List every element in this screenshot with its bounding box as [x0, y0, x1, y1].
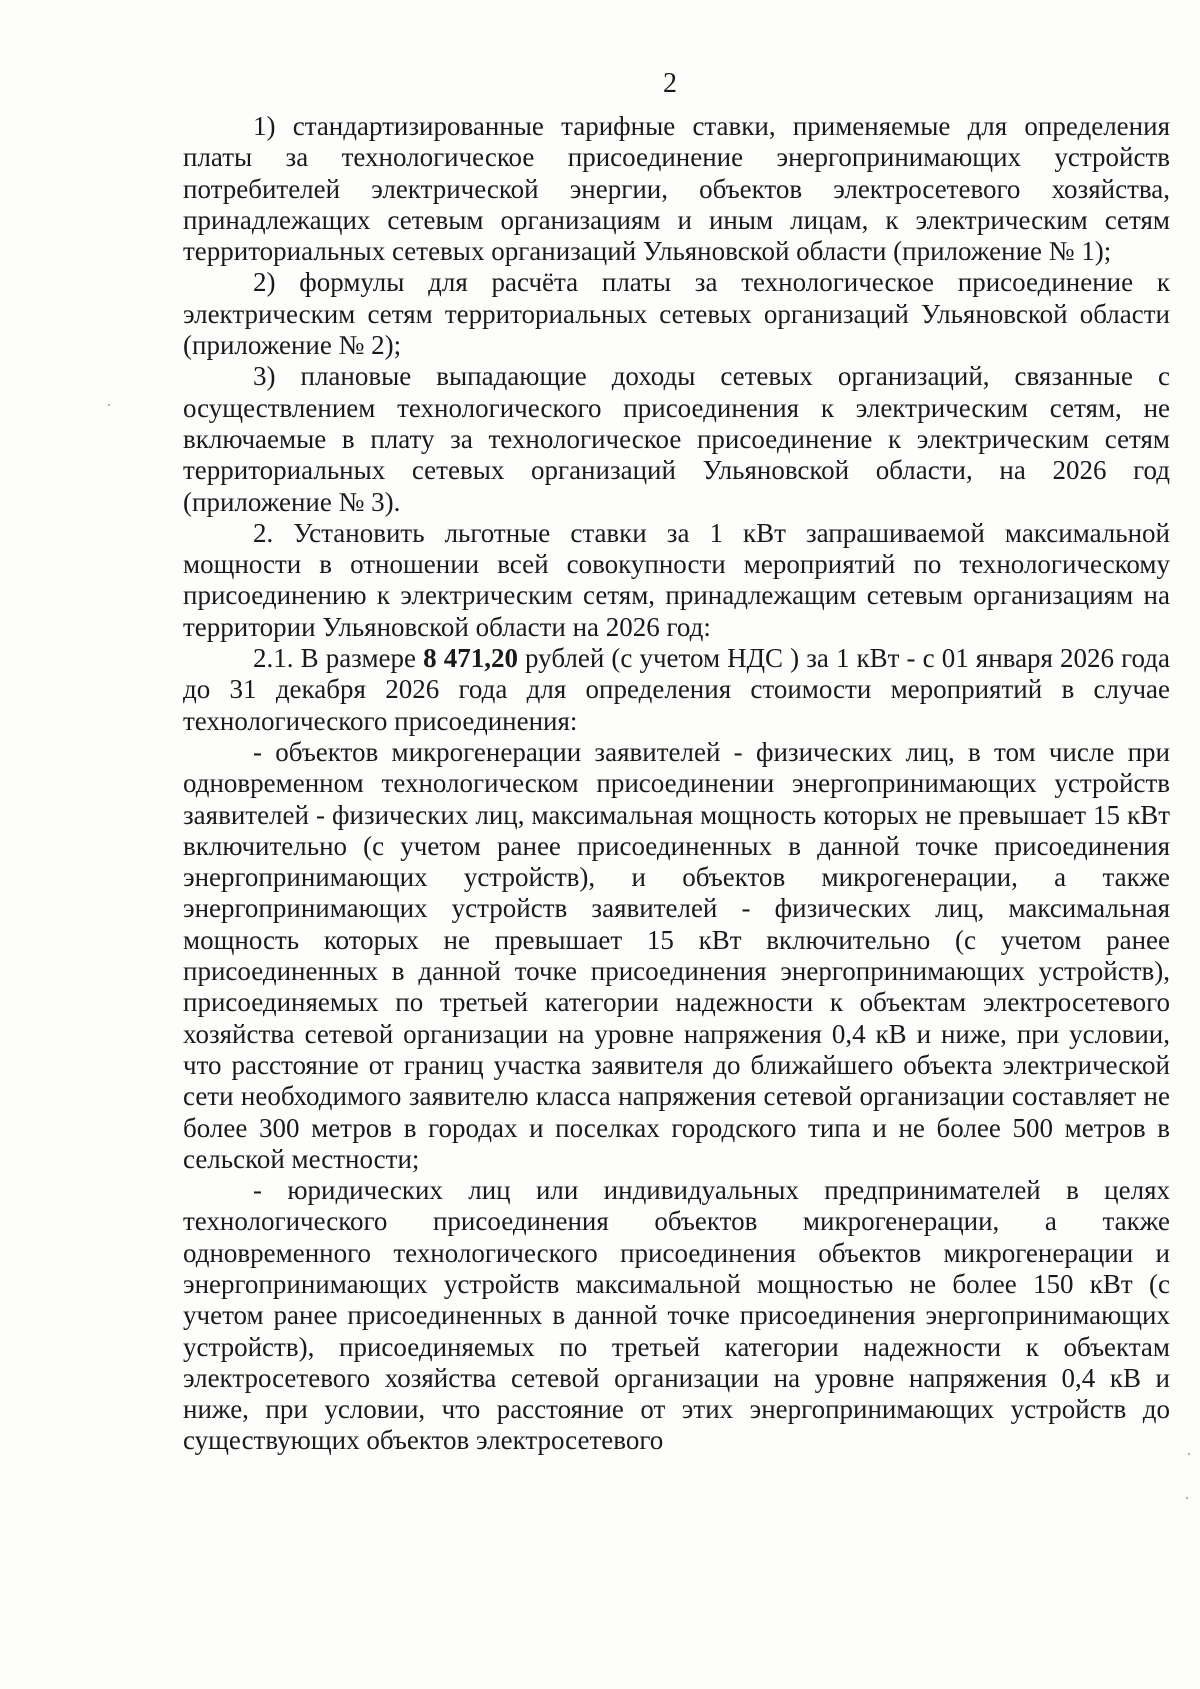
- scan-speck: [108, 404, 110, 406]
- document-body: [183, 111, 1170, 1457]
- clause-2-1-sub-item-legal-entities: - юридических лиц или индивидуальных предпринимателей в целях технологического присоединения объектов микрогенерации, а также одновременного технологического присоединения объектов микрогенерации и энергопринимающих устройств максимальной мощностью не более 150 кВт (с учетом ранее присоединенных в данной точке присоединения энергопринимающих устройств), присоединяемых по третьей категории надежности к объектам электросетевого хозяйства сетевой организации на уровне напряжения 0,4 кВ и ниже, при условии, что расстояние от этих энергопринимающих устройств до существующих объектов электросетевого: [183, 1175, 1170, 1456]
- scan-speck: [1186, 1497, 1188, 1499]
- clause-2: 2. Установить льготные ставки за 1 кВт запрашиваемой максимальной мощности в отношении всей совокупности мероприятий по технологическому присоединению к электрическим сетям, принадлежащим сетевым организациям на территории Ульяновской области на 2026 год:: [183, 517, 1170, 642]
- clause-2-1-prefix: 2.1. В размере: [253, 643, 424, 674]
- page-number: 2: [663, 68, 677, 99]
- clause-2-1-suffix: рублей (с учетом НДС ) за 1 кВт - с 01 января 2026 года до 31 декабря 2026 года для определения стоимости мероприятий в случае технологического присоединения:: [183, 643, 1170, 736]
- clause-1-item-1: 1) стандартизированные тарифные ставки, применяемые для определения платы за технологическое присоединение энергопринимающих устройств потребителей электрической энергии, объектов электросетевого хозяйства, принадлежащих сетевым организациям и иным лицам, к электрическим сетям территориальных сетевых организаций Ульяновской области (приложение № 1);: [183, 111, 1170, 267]
- clause-2-1: [183, 643, 1170, 737]
- clause-2-1-sub-item-individuals: - объектов микрогенерации заявителей - физических лиц, в том числе при одновременном технологическом присоединении энергопринимающих устройств заявителей - физических лиц, максимальная мощность которых не превышает 15 кВт включительно (с учетом ранее присоединенных в данной точке присоединения энергопринимающих устройств), и объектов микрогенерации, а также энергопринимающих устройств заявителей - физических лиц, максимальная мощность которых не превышает 15 кВт включительно (с учетом ранее присоединенных в данной точке присоединения энергопринимающих устройств), присоединяемых по третьей категории надежности к объектам электросетевого хозяйства сетевой организации на уровне напряжения 0,4 кВ и ниже, при условии, что расстояние от границ участка заявителя до ближайшего объекта электрической сети необходимого заявителю класса напряжения сетевой организации составляет не более 300 метров в городах и поселках городского типа и не более 500 метров в сельской местности;: [183, 736, 1170, 1174]
- clause-2-1-amount: 8 471,20: [423, 643, 518, 674]
- clause-1-item-3: 3) плановые выпадающие доходы сетевых организаций, связанные с осуществлением технологического присоединения к электрическим сетям, не включаемые в плату за технологическое присоединение к электрическим сетям территориальных сетевых организаций Ульяновской области, на 2026 год (приложение № 3).: [183, 361, 1170, 517]
- clause-1-item-2: 2) формулы для расчёта платы за технологическое присоединение к электрическим сетям территориальных сетевых организаций Ульяновской области (приложение № 2);: [183, 267, 1170, 361]
- scan-speck: [1188, 1453, 1190, 1455]
